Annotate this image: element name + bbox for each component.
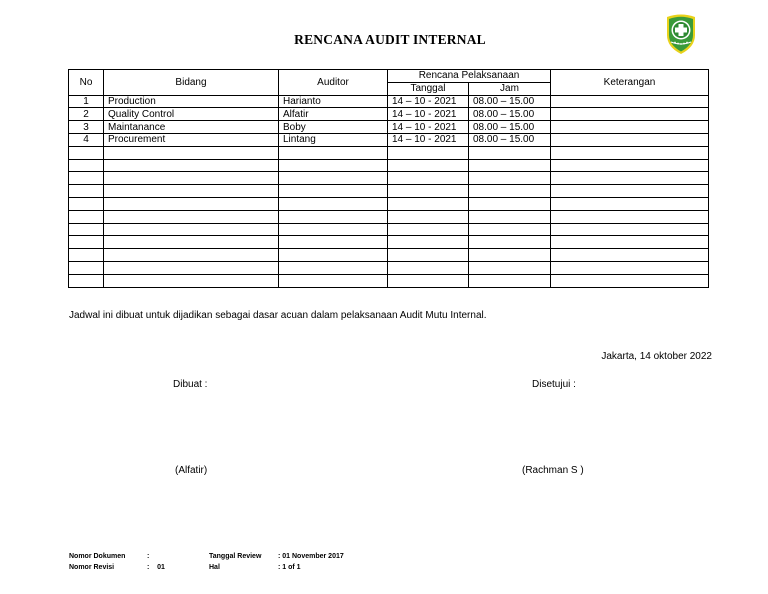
revision-label: Nomor Revisi — [69, 564, 115, 571]
empty-cell — [469, 236, 551, 249]
table-row — [69, 108, 709, 121]
header-rencana-pelaksanaan: Rencana Pelaksanaan — [388, 70, 551, 83]
made-by-label: Dibuat : — [173, 379, 208, 390]
cell-keterangan — [551, 108, 709, 121]
empty-cell — [104, 159, 279, 172]
cell-no: 1 — [69, 95, 104, 108]
place-date: Jakarta, 14 oktober 2022 — [601, 351, 712, 362]
cell-bidang: Procurement — [104, 133, 279, 146]
empty-table-row — [69, 159, 709, 172]
page-label: Hal — [209, 564, 220, 571]
empty-cell — [279, 197, 388, 210]
cell-auditor: Alfatir — [279, 108, 388, 121]
page-value: : 1 of 1 — [278, 564, 301, 571]
empty-cell — [551, 146, 709, 159]
empty-cell — [469, 223, 551, 236]
empty-cell — [551, 274, 709, 287]
doc-number-label: Nomor Dokumen — [69, 553, 126, 560]
cell-auditor: Lintang — [279, 133, 388, 146]
cell-tanggal: 14 – 10 - 2021 — [388, 95, 469, 108]
empty-table-row — [69, 185, 709, 198]
empty-cell — [69, 236, 104, 249]
empty-cell — [551, 236, 709, 249]
empty-cell — [469, 146, 551, 159]
empty-cell — [279, 185, 388, 198]
audit-plan-table — [68, 69, 709, 288]
empty-cell — [279, 223, 388, 236]
empty-cell — [69, 249, 104, 262]
empty-cell — [551, 159, 709, 172]
cell-no: 2 — [69, 108, 104, 121]
empty-table-row — [69, 172, 709, 185]
table-row — [69, 133, 709, 146]
header-jam: Jam — [469, 82, 551, 95]
empty-cell — [469, 172, 551, 185]
empty-table-row — [69, 210, 709, 223]
cell-jam: 08.00 – 15.00 — [469, 133, 551, 146]
empty-table-row — [69, 261, 709, 274]
empty-cell — [104, 223, 279, 236]
empty-cell — [104, 236, 279, 249]
empty-cell — [469, 249, 551, 262]
empty-cell — [469, 261, 551, 274]
cell-bidang: Quality Control — [104, 108, 279, 121]
empty-cell — [69, 210, 104, 223]
empty-table-row — [69, 146, 709, 159]
schedule-note: Jadwal ini dibuat untuk dijadikan sebagai dasar acuan dalam pelaksanaan Audit Mutu Internal. — [69, 310, 487, 321]
empty-cell — [469, 274, 551, 287]
empty-cell — [69, 159, 104, 172]
empty-cell — [551, 197, 709, 210]
empty-cell — [104, 172, 279, 185]
empty-cell — [279, 210, 388, 223]
approved-by-name: (Rachman S ) — [522, 465, 584, 476]
empty-table-row — [69, 197, 709, 210]
header-auditor: Auditor — [279, 70, 388, 96]
empty-cell — [69, 197, 104, 210]
empty-cell — [388, 197, 469, 210]
empty-cell — [104, 261, 279, 274]
cell-tanggal: 14 – 10 - 2021 — [388, 121, 469, 134]
cell-keterangan — [551, 95, 709, 108]
cell-keterangan — [551, 121, 709, 134]
cell-bidang: Maintanance — [104, 121, 279, 134]
cell-jam: 08.00 – 15.00 — [469, 121, 551, 134]
empty-cell — [279, 274, 388, 287]
empty-cell — [388, 274, 469, 287]
header-no: No — [69, 70, 104, 96]
empty-cell — [551, 261, 709, 274]
empty-cell — [388, 146, 469, 159]
revision-value: : 01 — [147, 564, 165, 571]
table-row — [69, 121, 709, 134]
empty-cell — [388, 261, 469, 274]
empty-cell — [388, 210, 469, 223]
header-keterangan: Keterangan — [551, 70, 709, 96]
empty-cell — [469, 197, 551, 210]
empty-cell — [69, 274, 104, 287]
empty-cell — [279, 146, 388, 159]
empty-cell — [388, 159, 469, 172]
empty-cell — [279, 249, 388, 262]
empty-cell — [551, 223, 709, 236]
empty-table-row — [69, 236, 709, 249]
header-bidang: Bidang — [104, 70, 279, 96]
empty-cell — [551, 185, 709, 198]
empty-cell — [279, 172, 388, 185]
cell-tanggal: 14 – 10 - 2021 — [388, 133, 469, 146]
empty-cell — [388, 172, 469, 185]
cell-no: 3 — [69, 121, 104, 134]
empty-cell — [69, 261, 104, 274]
empty-cell — [279, 159, 388, 172]
table-row — [69, 95, 709, 108]
empty-cell — [469, 159, 551, 172]
review-date-value: : 01 November 2017 — [278, 553, 344, 560]
header-tanggal: Tanggal — [388, 82, 469, 95]
empty-cell — [388, 236, 469, 249]
empty-cell — [69, 172, 104, 185]
approved-by-label: Disetujui : — [532, 379, 576, 390]
empty-cell — [104, 185, 279, 198]
empty-cell — [388, 185, 469, 198]
cell-no: 4 — [69, 133, 104, 146]
empty-cell — [104, 210, 279, 223]
empty-cell — [388, 223, 469, 236]
empty-cell — [104, 274, 279, 287]
cell-auditor: Boby — [279, 121, 388, 134]
empty-cell — [104, 249, 279, 262]
cell-bidang: Production — [104, 95, 279, 108]
empty-cell — [551, 210, 709, 223]
empty-table-row — [69, 274, 709, 287]
empty-cell — [469, 185, 551, 198]
cell-auditor: Harianto — [279, 95, 388, 108]
empty-cell — [388, 249, 469, 262]
green-cross-shield-logo-icon — [661, 13, 701, 55]
empty-cell — [279, 236, 388, 249]
empty-table-row — [69, 249, 709, 262]
empty-cell — [69, 185, 104, 198]
empty-cell — [69, 146, 104, 159]
empty-cell — [104, 146, 279, 159]
table-body — [69, 95, 709, 287]
cell-jam: 08.00 – 15.00 — [469, 95, 551, 108]
made-by-name: (Alfatir) — [175, 465, 208, 476]
review-date-label: Tanggal Review — [209, 553, 262, 560]
cell-tanggal: 14 – 10 - 2021 — [388, 108, 469, 121]
page-title: RENCANA AUDIT INTERNAL — [294, 32, 486, 47]
empty-cell — [551, 249, 709, 262]
cell-keterangan — [551, 133, 709, 146]
empty-table-row — [69, 223, 709, 236]
empty-cell — [551, 172, 709, 185]
cell-jam: 08.00 – 15.00 — [469, 108, 551, 121]
empty-cell — [279, 261, 388, 274]
doc-number-value: : — [147, 553, 150, 560]
empty-cell — [104, 197, 279, 210]
empty-cell — [469, 210, 551, 223]
empty-cell — [69, 223, 104, 236]
